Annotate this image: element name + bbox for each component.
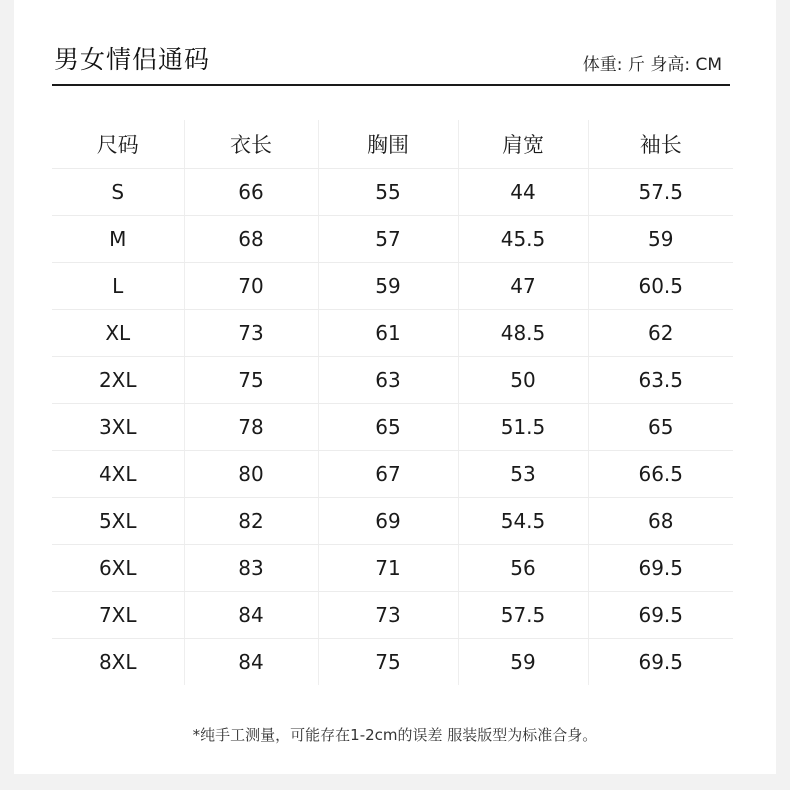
- table-row: [52, 357, 733, 404]
- table-row: [52, 169, 733, 216]
- column-header-shoulder: 肩宽: [458, 120, 588, 169]
- cell-sleeve: 63.5: [588, 357, 733, 404]
- cell-chest: 59: [318, 263, 458, 310]
- cell-size: 4XL: [52, 451, 184, 498]
- cell-length: 66: [184, 169, 318, 216]
- cell-shoulder: 54.5: [458, 498, 588, 545]
- cell-chest: 61: [318, 310, 458, 357]
- cell-chest: 69: [318, 498, 458, 545]
- cell-shoulder: 44: [458, 169, 588, 216]
- cell-chest: 71: [318, 545, 458, 592]
- column-header-length: 衣长: [184, 120, 318, 169]
- cell-shoulder: 51.5: [458, 404, 588, 451]
- cell-shoulder: 56: [458, 545, 588, 592]
- column-header-sleeve: 袖长: [588, 120, 733, 169]
- size-table: [52, 120, 733, 685]
- cell-chest: 55: [318, 169, 458, 216]
- cell-sleeve: 57.5: [588, 169, 733, 216]
- cell-size: XL: [52, 310, 184, 357]
- cell-sleeve: 65: [588, 404, 733, 451]
- table-row: [52, 545, 733, 592]
- cell-length: 83: [184, 545, 318, 592]
- cell-sleeve: 59: [588, 216, 733, 263]
- cell-length: 73: [184, 310, 318, 357]
- table-row: [52, 263, 733, 310]
- cell-length: 84: [184, 592, 318, 639]
- cell-length: 82: [184, 498, 318, 545]
- cell-size: S: [52, 169, 184, 216]
- cell-chest: 67: [318, 451, 458, 498]
- table-header-row: [52, 120, 733, 169]
- cell-length: 80: [184, 451, 318, 498]
- footnote: *纯手工测量，可能存在1-2cm的误差 服装版型为标准合身。: [192, 726, 598, 744]
- table-row: [52, 310, 733, 357]
- table-row: [52, 498, 733, 545]
- cell-size: 2XL: [52, 357, 184, 404]
- cell-length: 78: [184, 404, 318, 451]
- cell-sleeve: 69.5: [588, 545, 733, 592]
- cell-chest: 63: [318, 357, 458, 404]
- table-row: [52, 639, 733, 686]
- cell-sleeve: 69.5: [638, 650, 684, 674]
- cell-length: 68: [184, 216, 318, 263]
- table-row: [52, 216, 733, 263]
- unit-label: 体重: 斤 身高: CM: [582, 55, 722, 75]
- cell-size: 6XL: [52, 545, 184, 592]
- cell-size: 7XL: [52, 592, 184, 639]
- cell-shoulder: 45.5: [458, 216, 588, 263]
- cell-sleeve: 69.5: [588, 592, 733, 639]
- cell-chest: 65: [318, 404, 458, 451]
- cell-chest: 57: [318, 216, 458, 263]
- cell-shoulder: 50: [458, 357, 588, 404]
- cell-shoulder: 53: [458, 451, 588, 498]
- cell-size: 3XL: [52, 404, 184, 451]
- size-chart-card: [14, 0, 776, 774]
- table-row: [52, 451, 733, 498]
- table-row: [52, 404, 733, 451]
- cell-size: 8XL: [52, 639, 184, 686]
- cell-shoulder: 47: [458, 263, 588, 310]
- cell-shoulder: 59: [458, 639, 588, 686]
- table-body: [52, 169, 733, 686]
- cell-sleeve: 66.5: [588, 451, 733, 498]
- chart-header: [52, 30, 730, 86]
- cell-chest: 73: [318, 592, 458, 639]
- cell-chest: 75: [318, 639, 458, 686]
- chart-title: 男女情侣通码: [54, 45, 211, 74]
- cell-length: 75: [184, 357, 318, 404]
- cell-shoulder: 57.5: [458, 592, 588, 639]
- cell-sleeve: 62: [588, 310, 733, 357]
- cell-length: 70: [184, 263, 318, 310]
- column-header-size: 尺码: [52, 120, 184, 169]
- cell-size: 5XL: [52, 498, 184, 545]
- cell-length: 84: [184, 639, 318, 686]
- table-row: [52, 592, 733, 639]
- cell-sleeve: 60.5: [588, 263, 733, 310]
- cell-shoulder: 48.5: [458, 310, 588, 357]
- cell-sleeve: 68: [588, 498, 733, 545]
- cell-size: M: [52, 216, 184, 263]
- column-header-chest: 胸围: [318, 120, 458, 169]
- cell-size: L: [52, 263, 184, 310]
